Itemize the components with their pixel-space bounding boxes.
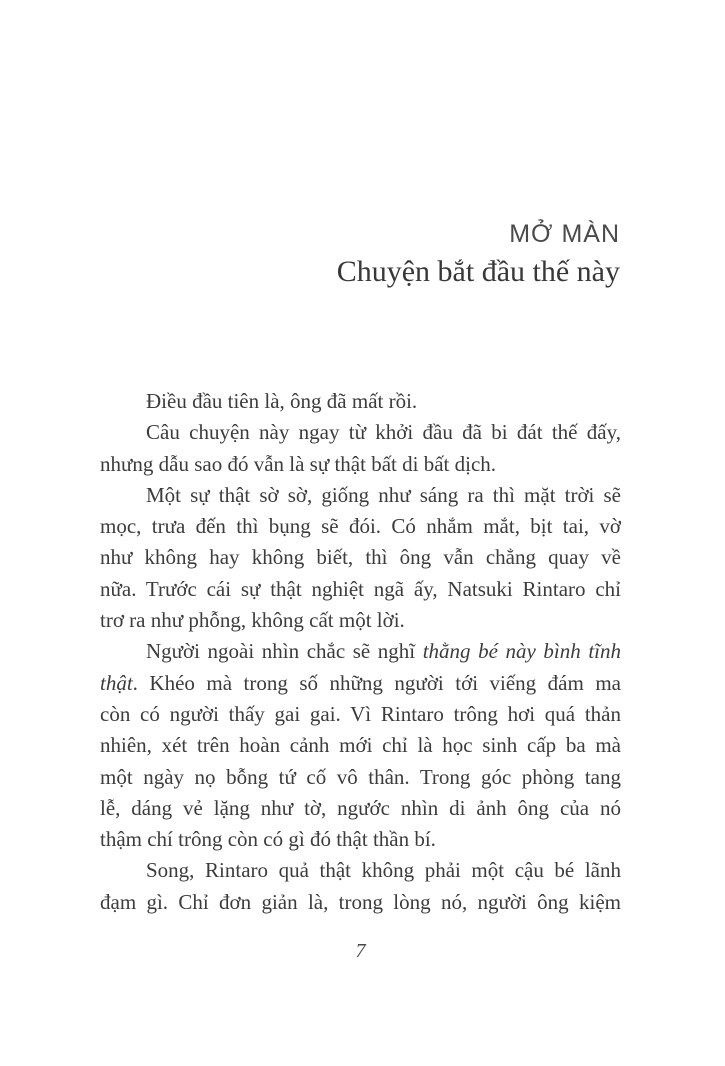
text-line: [100, 386, 621, 417]
text-line: [100, 480, 621, 511]
text-line: [100, 887, 621, 918]
chapter-kicker: MỞ MÀN: [509, 220, 620, 248]
text-line: [100, 605, 621, 636]
text-line: [100, 449, 621, 480]
text-segment: nữa. Trước cái sự thật nghiệt ngã ấy, Natsuki Rintaro chỉ: [100, 576, 621, 601]
italic-text-segment: thằng bé này bình tĩnh: [422, 639, 621, 664]
text-segment: Một sự thật sờ sờ, giống như sáng ra thì mặt trời sẽ: [146, 482, 621, 507]
text-line: [100, 542, 621, 573]
text-segment: Câu chuyện này ngay từ khởi đầu đã bi đát thế đấy,: [146, 420, 621, 445]
text-line: [100, 855, 621, 886]
paragraph: [100, 480, 621, 636]
chapter-header: [100, 219, 620, 290]
text-line: [100, 417, 621, 448]
text-segment: một ngày nọ bỗng tứ cố vô thân. Trong góc phòng tang: [100, 764, 621, 789]
text-segment: nhiên, xét trên hoàn cảnh mới chỉ là học sinh cấp ba mà: [100, 733, 621, 758]
paragraph: [100, 386, 621, 417]
text-segment: Điều đầu tiên là, ông đã mất rồi.: [146, 389, 418, 413]
text-line: [100, 668, 621, 699]
text-segment: Người ngoài nhìn chắc sẽ nghĩ: [146, 639, 423, 664]
text-line: [100, 793, 621, 824]
text-line: [100, 699, 621, 730]
body-text: [100, 386, 621, 918]
page-number: 7: [355, 940, 366, 962]
text-segment: . Khéo mà trong số những người tới viếng đám ma: [132, 670, 621, 695]
text-line: [100, 574, 621, 605]
text-segment: như không hay không biết, thì ông vẫn chẳng quay về: [100, 545, 621, 570]
text-line: [100, 636, 621, 667]
text-segment: thậm chí trông còn có gì đó thật thần bí.: [100, 827, 436, 852]
text-line: [100, 824, 621, 855]
text-segment: còn có người thấy gai gai. Vì Rintaro trông hơi quá thản: [100, 701, 621, 726]
text-segment: lễ, dáng vẻ lặng như tờ, ngước nhìn di ảnh ông của nó: [100, 795, 621, 820]
chapter-title: Chuyện bắt đầu thế này: [336, 255, 620, 288]
text-line: [100, 730, 621, 761]
paragraph: [100, 636, 621, 855]
text-segment: mọc, trưa đến thì bụng sẽ đói. Có nhắm mắt, bịt tai, vờ: [100, 514, 621, 539]
text-segment: Song, Rintaro quả thật không phải một cậu bé lãnh: [146, 858, 621, 883]
text-segment: đạm gì. Chỉ đơn giản là, trong lòng nó, người ông kiệm: [100, 889, 621, 914]
text-segment: trơ ra như phỗng, không cất một lời.: [100, 608, 405, 633]
paragraph: [100, 417, 621, 480]
text-segment: nhưng dẫu sao đó vẫn là sự thật bất di bất dịch.: [100, 451, 497, 476]
text-line: [100, 511, 621, 542]
italic-text-segment: thật: [100, 670, 133, 695]
text-line: [100, 762, 621, 793]
paragraph: [100, 855, 621, 918]
